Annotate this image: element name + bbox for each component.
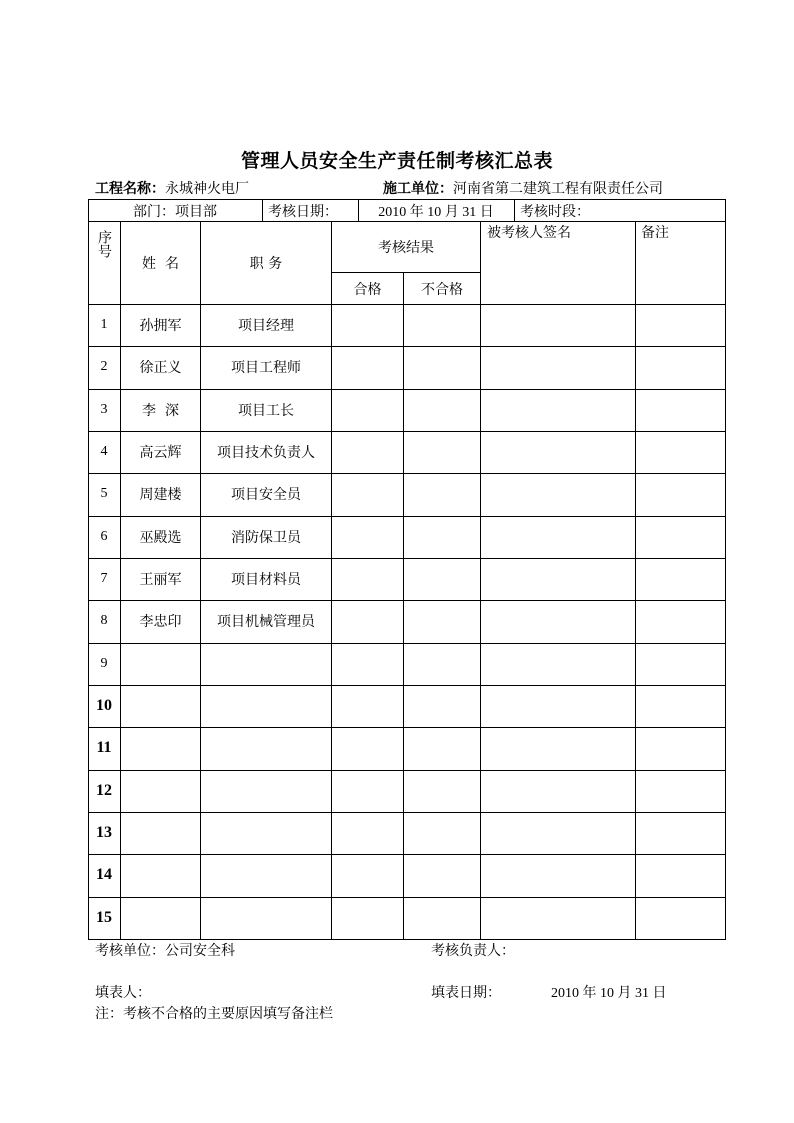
row-position bbox=[201, 727, 331, 769]
seq-header: 序号 bbox=[96, 230, 112, 258]
row-seq: 2 bbox=[100, 359, 108, 374]
row-position bbox=[201, 685, 331, 727]
row-position bbox=[201, 643, 331, 685]
row-seq: 5 bbox=[100, 486, 108, 501]
row-name: 李忠印 bbox=[139, 614, 182, 630]
row-name bbox=[121, 643, 200, 685]
signature-header: 被考核人签名 bbox=[487, 225, 571, 241]
remarks-header: 备注 bbox=[641, 225, 669, 241]
row-position: 消防保卫员 bbox=[231, 530, 301, 546]
row-name: 周建楼 bbox=[139, 487, 182, 503]
pass-header: 合格 bbox=[353, 281, 382, 298]
row-name bbox=[121, 897, 200, 939]
row-name: 巫殿选 bbox=[139, 530, 182, 546]
contractor bbox=[383, 178, 663, 198]
row-seq: 13 bbox=[96, 824, 112, 841]
row-position bbox=[201, 854, 331, 896]
form-filler: 填表人： bbox=[95, 985, 151, 1001]
row-position: 项目技术负责人 bbox=[217, 445, 315, 461]
row-seq: 1 bbox=[100, 317, 108, 332]
row-seq: 12 bbox=[96, 782, 112, 799]
result-header: 考核结果 bbox=[378, 240, 434, 256]
row-seq: 3 bbox=[100, 402, 108, 417]
row-name: 王丽军 bbox=[139, 572, 182, 588]
contractor-label: 施工单位： bbox=[383, 181, 453, 197]
fill-date-label: 填表日期： bbox=[431, 985, 501, 1001]
row-position: 项目经理 bbox=[238, 318, 294, 334]
row-name bbox=[121, 727, 200, 769]
row-name bbox=[121, 770, 200, 812]
period-label: 考核时段： bbox=[520, 203, 590, 220]
department: 部门：项目部 bbox=[133, 203, 217, 220]
fill-date-value: 2010 年 10 月 31 日 bbox=[551, 986, 667, 1001]
date-label: 考核日期： bbox=[268, 203, 338, 220]
row-name: 高云辉 bbox=[139, 445, 182, 461]
footnote: 注：考核不合格的主要原因填写备注栏 bbox=[95, 1006, 333, 1022]
fail-header: 不合格 bbox=[421, 281, 463, 298]
row-position: 项目机械管理员 bbox=[217, 614, 315, 630]
project-value: 永城神火电厂 bbox=[165, 181, 249, 197]
contractor-value: 河南省第二建筑工程有限责任公司 bbox=[453, 181, 663, 197]
row-seq: 9 bbox=[100, 656, 108, 671]
row-position: 项目材料员 bbox=[231, 572, 301, 588]
row-seq: 10 bbox=[96, 697, 112, 714]
row-name: 李 深 bbox=[142, 403, 179, 419]
row-seq: 14 bbox=[96, 866, 112, 883]
row-seq: 6 bbox=[100, 529, 108, 544]
position-header: 职 务 bbox=[249, 256, 283, 272]
project-name bbox=[95, 178, 249, 198]
row-position: 项目工程师 bbox=[231, 360, 301, 376]
row-position bbox=[201, 897, 331, 939]
row-name bbox=[121, 685, 200, 727]
row-seq: 8 bbox=[100, 613, 108, 628]
row-name: 孙拥军 bbox=[139, 318, 182, 334]
row-seq: 15 bbox=[96, 909, 112, 926]
row-position bbox=[201, 812, 331, 854]
row-position: 项目安全员 bbox=[231, 487, 301, 503]
row-seq: 4 bbox=[100, 444, 108, 459]
row-name bbox=[121, 854, 200, 896]
row-position bbox=[201, 770, 331, 812]
row-name: 徐正义 bbox=[139, 360, 182, 376]
row-seq: 7 bbox=[100, 571, 108, 586]
row-position: 项目工长 bbox=[238, 403, 294, 419]
assessment-unit: 考核单位：公司安全科 bbox=[95, 943, 235, 959]
page-title: 管理人员安全生产责任制考核汇总表 bbox=[240, 150, 553, 172]
name-header: 姓 名 bbox=[142, 256, 179, 272]
date-value: 2010 年 10 月 31 日 bbox=[378, 204, 494, 220]
project-label: 工程名称： bbox=[95, 181, 165, 197]
assessment-responsible: 考核负责人： bbox=[431, 943, 515, 959]
row-seq: 11 bbox=[96, 739, 112, 756]
row-name bbox=[121, 812, 200, 854]
